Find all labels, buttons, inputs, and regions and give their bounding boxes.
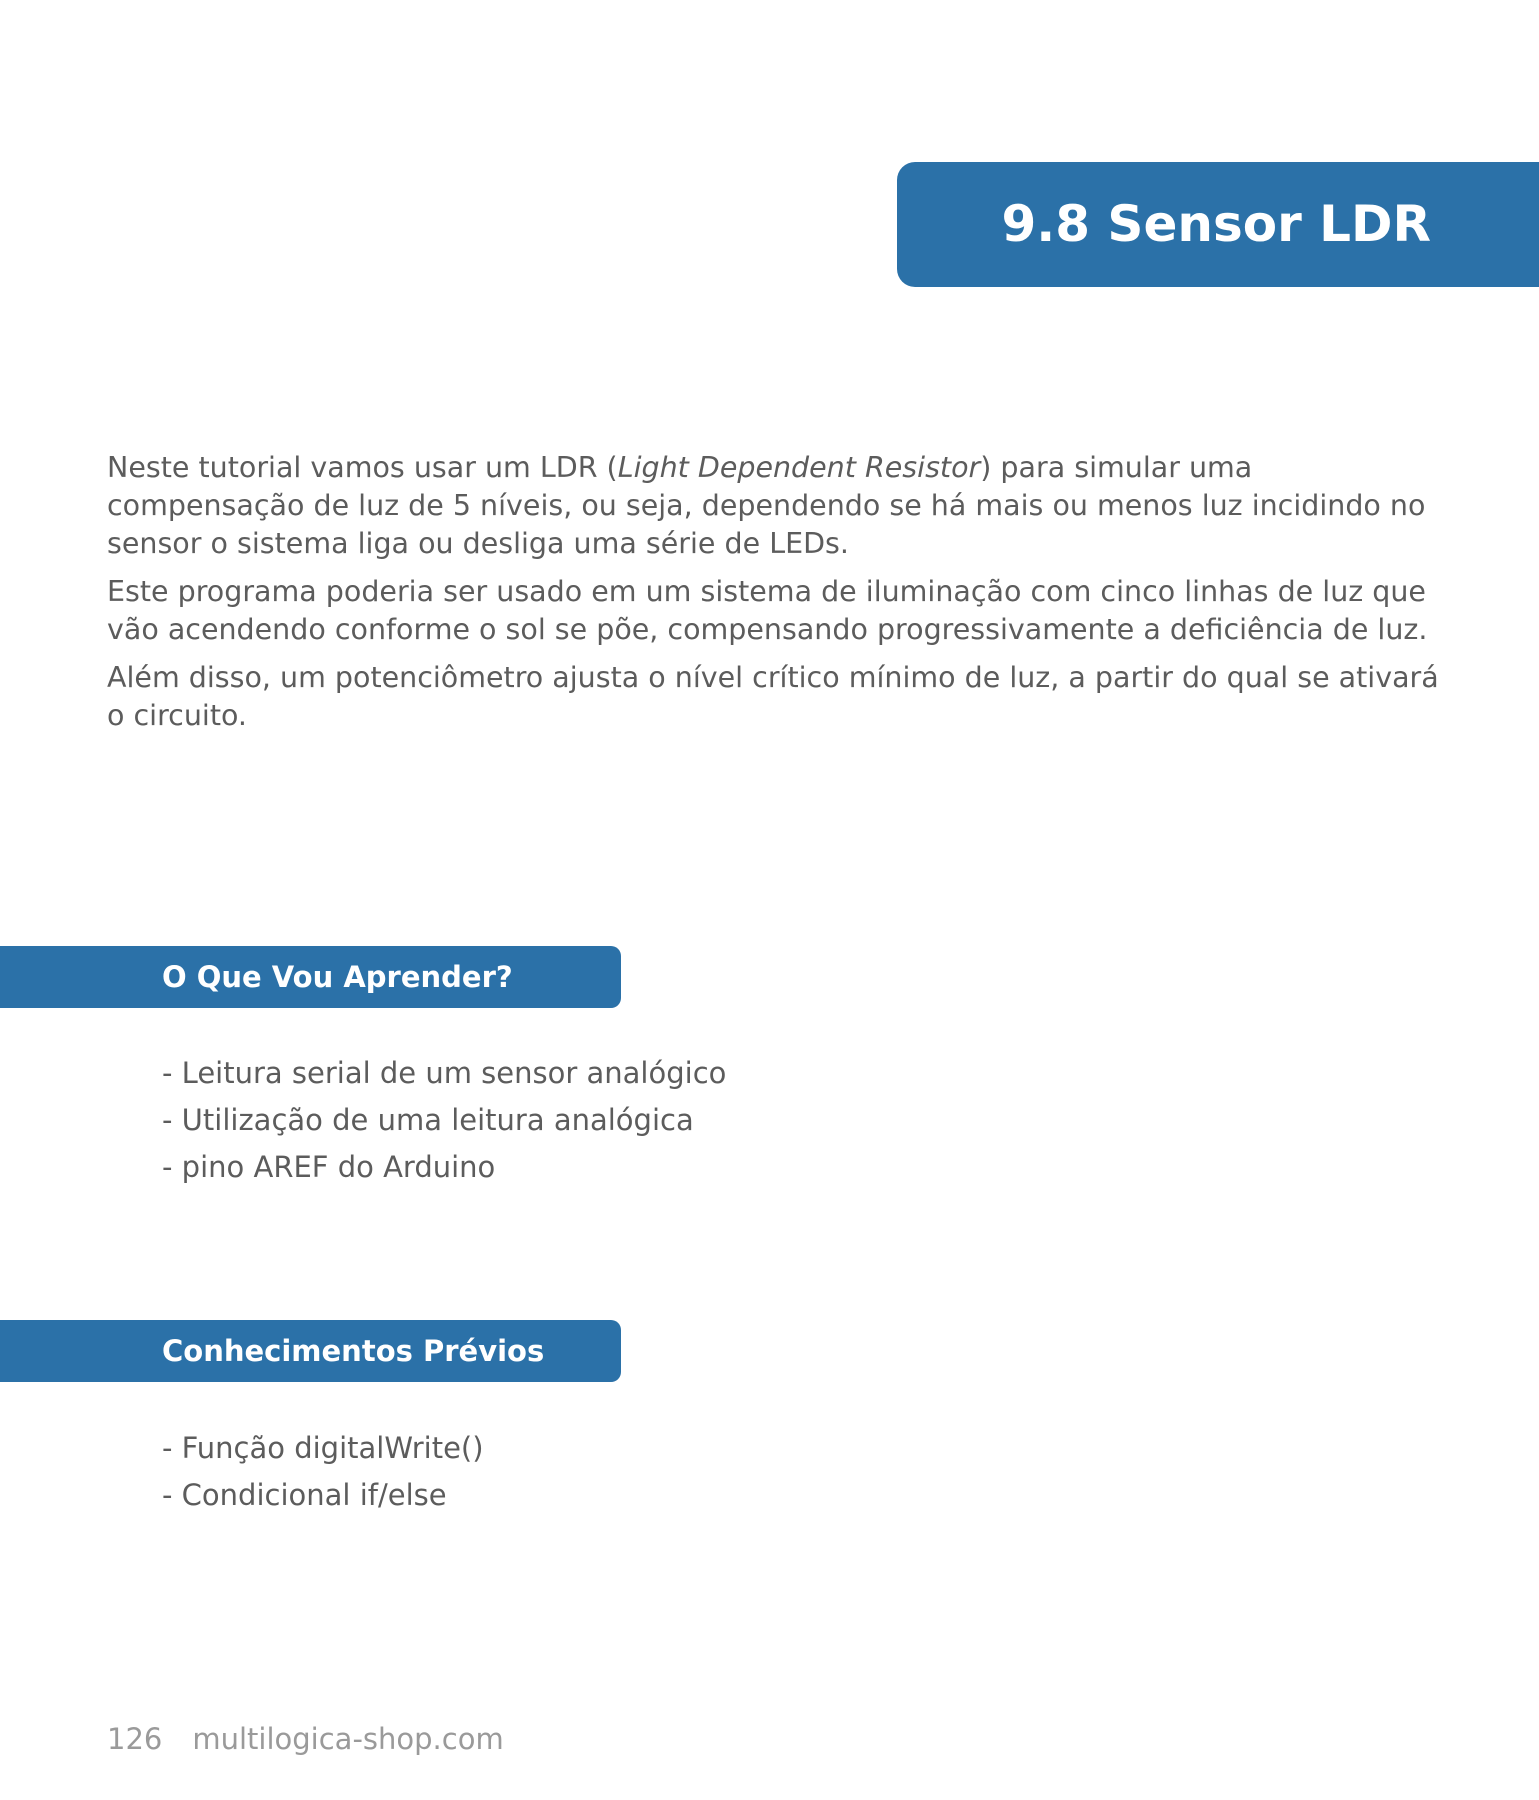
learn-section-banner bbox=[0, 946, 621, 1008]
learn-list bbox=[162, 1050, 726, 1191]
list-item: - Função digitalWrite() bbox=[162, 1431, 484, 1465]
intro-text bbox=[107, 449, 1447, 745]
intro-p1-end: ) para simular uma compensação de luz de 5 níveis, ou seja, dependendo se há mais ou menos luz incidindo no sensor o sistema liga ou desliga uma série de LEDs. bbox=[107, 451, 1426, 560]
prior-list bbox=[162, 1425, 484, 1519]
footer-site: multilogica-shop.com bbox=[192, 1722, 504, 1756]
prior-section-heading: Conhecimentos Prévios bbox=[162, 1334, 545, 1368]
intro-paragraph-3: Além disso, um potenciômetro ajusta o nível crítico mínimo de luz, a partir do qual se ativará o circuito. bbox=[107, 661, 1439, 732]
prior-section-banner bbox=[0, 1320, 621, 1382]
page-title: 9.8 Sensor LDR bbox=[1001, 195, 1431, 253]
intro-paragraph-2: Este programa poderia ser usado em um sistema de iluminação com cinco linhas de luz que vão acendendo conforme o sol se põe, compensando progressivamente a deficiência de luz. bbox=[107, 575, 1428, 646]
title-banner bbox=[897, 162, 1539, 287]
intro-p1-italic-term: Light Dependent Resistor bbox=[617, 451, 981, 484]
list-item: - pino AREF do Arduino bbox=[162, 1150, 496, 1184]
list-item: - Utilização de uma leitura analógica bbox=[162, 1103, 694, 1137]
learn-section-heading: O Que Vou Aprender? bbox=[162, 960, 513, 994]
intro-paragraph-1 bbox=[107, 449, 1447, 563]
page-number: 126 bbox=[107, 1722, 163, 1756]
intro-p1-start: Neste tutorial vamos usar um LDR ( bbox=[107, 451, 618, 484]
list-item: - Condicional if/else bbox=[162, 1478, 447, 1512]
page-footer bbox=[107, 1722, 504, 1756]
list-item: - Leitura serial de um sensor analógico bbox=[162, 1056, 727, 1090]
